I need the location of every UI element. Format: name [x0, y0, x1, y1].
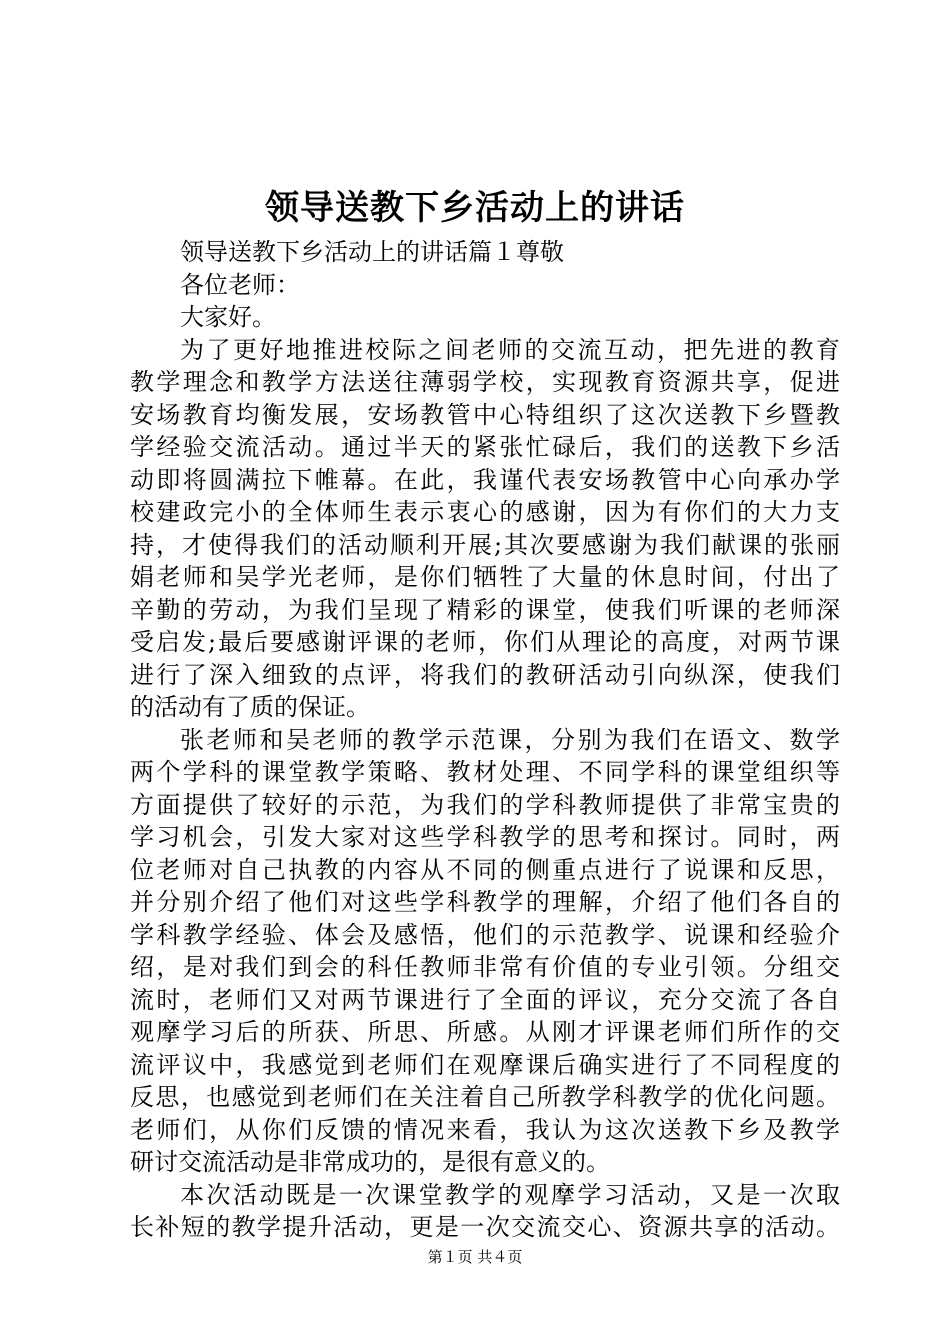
- paragraph-line: 位老师对自己执教的内容从不同的侧重点进行了说课和反思，: [130, 855, 840, 884]
- paragraph-line: 本次活动既是一次课堂教学的观摩学习活动，又是一次取: [180, 1180, 840, 1209]
- paragraph-line: 观摩学习后的所获、所思、所感。从刚才评课老师们所作的交: [130, 1018, 840, 1046]
- paragraph-line: 学习机会，引发大家对这些学科教学的思考和探讨。同时，两: [130, 823, 840, 851]
- page-footer: 第１页 共４页: [427, 1248, 523, 1266]
- paragraph-line: 研讨交流活动是非常成功的，是很有意义的。: [130, 1148, 610, 1176]
- paragraph-line: 并分别介绍了他们对这些学科教学的理解，介绍了他们各自的: [130, 888, 840, 916]
- paragraph-line: 反思，也感觉到老师们在关注着自己所教学科教学的优化问题。: [130, 1083, 840, 1111]
- paragraph-line: 方面提供了较好的示范，为我们的学科教师提供了非常宝贵的: [130, 790, 840, 819]
- paragraph-line: 为了更好地推进校际之间老师的交流互动，把先进的教育: [180, 335, 840, 364]
- paragraph-line: 学科教学经验、体会及感悟，他们的示范教学、说课和经验介: [130, 920, 840, 949]
- paragraph-line: 各位老师：: [180, 270, 300, 299]
- paragraph-line: 娟老师和吴学光老师，是你们牺牲了大量的休息时间，付出了: [130, 563, 840, 591]
- paragraph-line: 学经验交流活动。通过半天的紧张忙碌后，我们的送教下乡活: [130, 433, 840, 461]
- paragraph-line: 教学理念和教学方法送往薄弱学校，实现教育资源共享，促进: [130, 368, 840, 396]
- paragraph-line: 校建政完小的全体师生表示衷心的感谢，因为有你们的大力支: [130, 498, 840, 526]
- document-body: [130, 236, 840, 1244]
- paragraph-line: 张老师和吴老师的教学示范课，分别为我们在语文、数学: [180, 725, 840, 754]
- paragraph-line: 动即将圆满拉下帷幕。在此，我谨代表安场教管中心向承办学: [130, 465, 840, 494]
- paragraph-line: 安场教育均衡发展，安场教管中心特组织了这次送教下乡暨教: [130, 400, 840, 429]
- paragraph-line: 流时，老师们又对两节课进行了全面的评议，充分交流了各自: [130, 985, 840, 1014]
- paragraph-line: 绍，是对我们到会的科任教师非常有价值的专业引领。分组交: [130, 953, 840, 981]
- paragraph-line: 流评议中，我感觉到老师们在观摩课后确实进行了不同程度的: [130, 1050, 840, 1079]
- paragraph-line: 的活动有了质的保证。: [130, 693, 370, 721]
- paragraph-line: 长补短的教学提升活动，更是一次交流交心、资源共享的活动。: [130, 1213, 840, 1241]
- paragraph-line: 两个学科的课堂教学策略、教材处理、不同学科的课堂组织等: [130, 758, 840, 786]
- document-title: 领导送教下乡活动上的讲话: [265, 188, 685, 228]
- paragraph-line: 受启发;最后要感谢评课的老师，你们从理论的高度，对两节课: [130, 628, 840, 656]
- paragraph-line: 进行了深入细致的点评，将我们的教研活动引向纵深，使我们: [130, 660, 840, 689]
- paragraph-line: 辛勤的劳动，为我们呈现了精彩的课堂，使我们听课的老师深: [130, 595, 840, 624]
- paragraph-line: 领导送教下乡活动上的讲话篇１尊敬: [180, 238, 564, 266]
- paragraph-line: 大家好。: [180, 303, 276, 331]
- paragraph-line: 老师们，从你们反馈的情况来看，我认为这次送教下乡及教学: [130, 1115, 840, 1144]
- paragraph-line: 持，才使得我们的活动顺利开展;其次要感谢为我们献课的张丽: [130, 530, 840, 559]
